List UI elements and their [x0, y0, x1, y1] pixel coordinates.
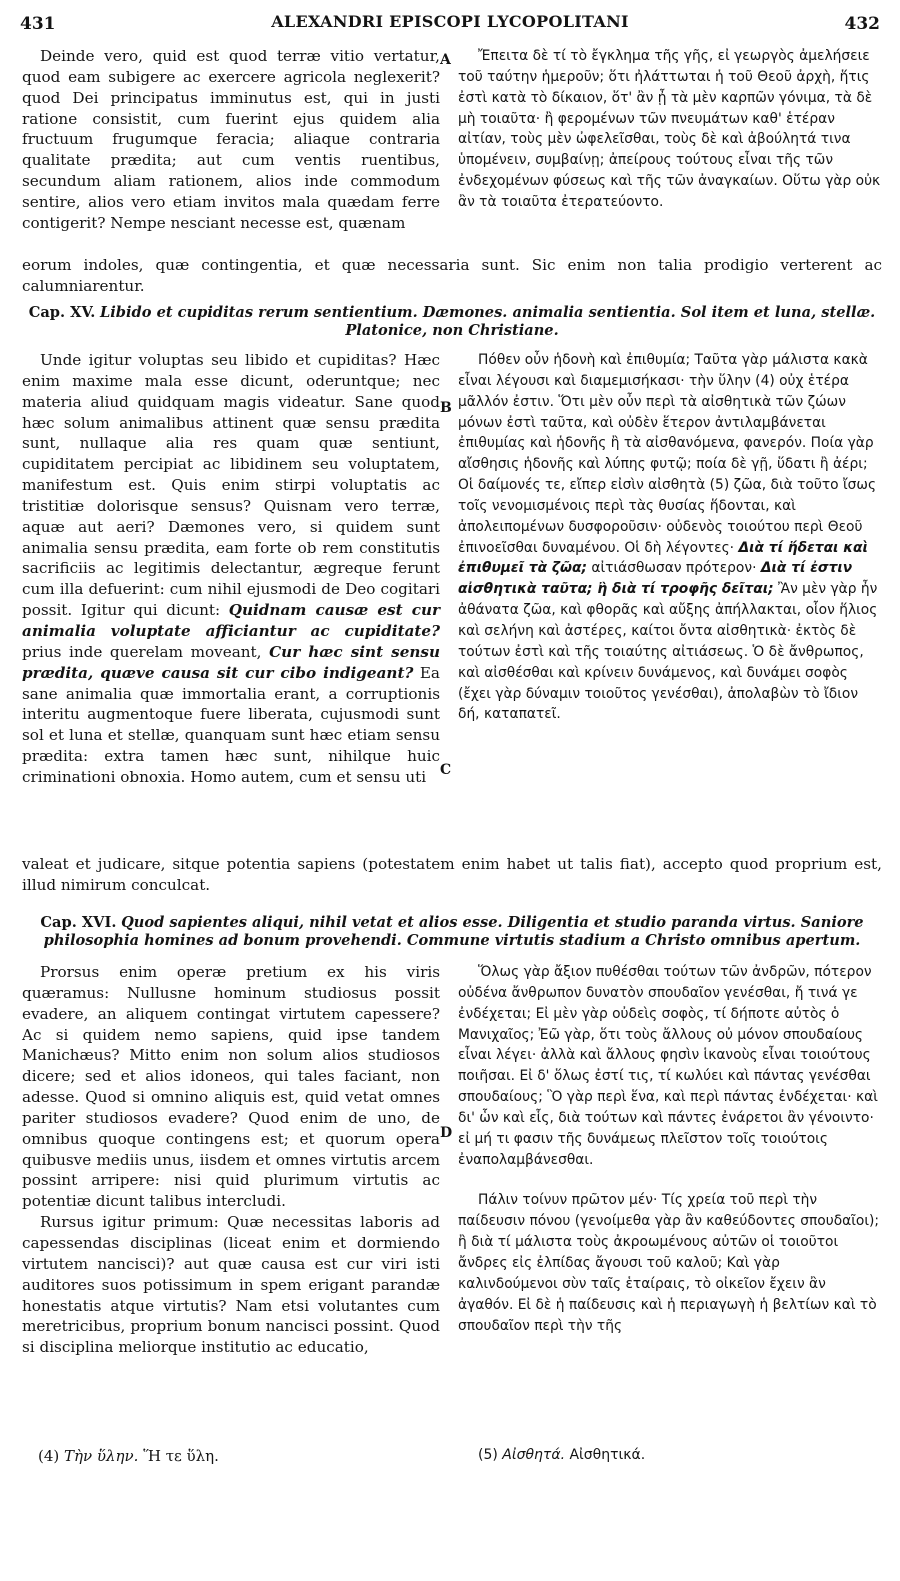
latin-paragraph: Prorsus enim operæ pretium ex his viris quæramus: Nullusne hominum studiosus possit evadere, an aliquem contingat virtutem capessere? Ac si quidem nemo sapiens, quid ipse tandem Manichæus? Mitto enim non solum alios studiosos dicere; sed et alios idoneos, qui tales faciant, non adesse. Quod si omnino aliquis est, quid vetat omnes pariter studiosos evadere? Quod enim de uno, de omnibus quoque contingens est; et quorum opera quibusve mediis unus, iisdem et omnes virtutis arcem possint arripere: nisi quid plurimum virtutis ac potentiæ dicunt talibus intercludi. [22, 963, 440, 1211]
latin-question: Quidnam causæ est cur animalia voluptate afficiantur ac cupiditate? [22, 601, 440, 640]
footnote-lemma: Αἰσθητά. [502, 1447, 566, 1463]
margin-letter-a: A [440, 52, 451, 68]
greek-column-section-2 [458, 350, 882, 725]
footnote-text: Αἰσθητικά. [569, 1447, 646, 1463]
greek-text: αἰτιάσθωσαν πρότερον· [591, 560, 757, 577]
latin-paragraph: Deinde vero, quid est quod terræ vitio vertatur, quod eam subigere ac exercere agricola neglexerit? quod Dei principatus imminutus est, qui in justi ratione consistit, cum fuerint ejus quidem alia fructuum frugumque feracia; aliaque contraria qualitate prædita; aut cum ventis ruentibus, secundum aliam rationem, alios inde commodum sentire, alios vero etiam invitos mala quædam ferre contigerit? Nempe nesciant necesse est, quænam [22, 47, 440, 232]
chapter-xvi-heading [22, 914, 882, 950]
footnote-lemma: Τὴν ὕλην. [64, 1447, 139, 1465]
footnote-number: (5) [478, 1447, 498, 1463]
greek-paragraph [458, 350, 882, 725]
chapter-label: Cap. XVI. [40, 914, 117, 931]
running-header [20, 10, 880, 42]
latin-paragraph: Rursus igitur primum: Quæ necessitas laboris ad capessendas disciplinas (liceat enim et dormiendo virtutem nancisci)? aut quæ causa est cur viri isti auditores suos potissimum in spem erigant parandæ honestatis atque virtutis? Nam etsi volutantes cum meretricibus, proprium bonum nancisci possint. Quod si disciplina meliorque institutio ac educatio, [22, 1213, 440, 1357]
chapter-label: Cap. XV. [28, 304, 96, 321]
greek-question: Διὰ τί ἐστιν αἰσθητικὰ ταῦτα; ἢ διὰ τί τροφῆς δεῖται; [458, 560, 853, 598]
latin-column-section-1 [22, 46, 440, 234]
greek-text: Πόθεν οὖν ἡδονὴ καὶ ἐπιθυμία; Ταῦτα γὰρ μάλιστα κακὰ εἶναι λέγουσι καὶ διαμεμισήκασι· τὴν ὕλην (4) οὐχ ἑτέρα μᾶλλόν ἐστιν. Ὅτι μὲν οὖν περὶ τὰ αἰσθητικὰ τῶν ζώων μόνων ἐστὶ ταῦτα, καὶ οὐδὲν ἕτερον ἀντιλαμβάνεται ἐπιθυμίας καὶ ἡδονῆς ἢ τὰ αἰσθανόμενα, φανερόν. Ποία γὰρ αἴσθησις ἡδονῆς καὶ λύπης φυτῷ; ποία δὲ γῇ, ὕδατι ἢ ἀέρι; Οἱ δαίμονές τε, εἴπερ εἰσὶν αἰσθητὰ (5) ζῶα, διὰ τοῦτο ἴσως τοῖς νενομισμένοις περὶ τὰς θυσίας ἥδονται, καὶ ἀπολειπομένων δυσφοροῦσιν· οὐδενὸς τοιούτου περὶ Θεοῦ ἐπινοεῖσθαι δυναμένου. Οἱ δὴ λέγοντες· [458, 352, 877, 556]
greek-text: Ἂν μὲν γὰρ ἦν ἀθάνατα ζῶα, καὶ φθορᾶς καὶ αὔξης ἀπήλλακται, οἷον ἥλιος καὶ σελήνη καὶ ἀστέρες, καίτοι ὄντα αἰσθητικὰ· ἐκτὸς δὲ τούτων ἐστὶ καὶ τῆς τοιαύτης αἰτιάσεως. Ὁ δὲ ἄνθρωπος, καὶ αἰσθέσθαι καὶ κρίνειν δυνάμενος, καὶ δυνάμει σοφὸς (ἔχει γὰρ δύναμιν τοιοῦτος γενέσθαι), ἀπολαβὼν τὸ ἴδιον δή, καταπατεῖ. [458, 581, 878, 723]
greek-paragraph: Ἔπειτα δὲ τί τὸ ἔγκλημα τῆς γῆς, εἰ γεωργὸς ἀμελήσειε τοῦ ταύτην ἡμεροῦν; ὅτι ἠλάττωται ἡ τοῦ Θεοῦ ἀρχὴ, ἥτις ἐστὶ κατὰ τὸ δίκαιον, ὅτ' ἂν ᾖ τὰ μὲν καρπῶν γόνιμα, τὰ δὲ μὴ τοιαῦτα· ἢ φερομένων τῶν πνευμάτων καθ' ἑτέραν αἰτίαν, τοὺς μὲν ὠφελεῖσθαι, τοὺς δὲ καὶ ἀβούλητά τινα ὑπομένειν, συμβαίνῃ; ἀπείρους τούτους εἶναι τῆς τῶν ἐνδεχομένων φύσεως καὶ τῆς τῶν ἀναγκαίων. Οὕτω γὰρ οὐκ ἂν τὰ τοιαῦτα ἐτερατεύοντο. [458, 48, 881, 210]
chapter-title: Libido et cupiditas rerum sentientium. Dæmones. animalia sentientia. Sol item et luna, stellæ. Platonice, non Christiane. [100, 304, 876, 339]
latin-column-section-2 [22, 350, 440, 788]
margin-letter-c: C [440, 762, 452, 778]
chapter-xv-heading [22, 304, 882, 340]
full-width-line-1: eorum indoles, quæ contingentia, et quæ necessaria sunt. Sic enim non talia prodigio verterent ac calumniarentur. [22, 256, 882, 295]
latin-column-section-3 [22, 962, 440, 1358]
margin-letter-d: D [440, 1125, 453, 1141]
greek-column-section-1 [458, 46, 882, 213]
footnote-4 [38, 1447, 219, 1465]
margin-letter-b: B [440, 400, 452, 416]
page-number-left: 431 [20, 14, 56, 34]
footnote-text: Ἥ τε ὕλη. [143, 1447, 219, 1465]
latin-question: Cur hæc sint sensu prædita, quæve causa sit cur cibo indigeant? [22, 642, 440, 682]
running-title: ALEXANDRI EPISCOPI LYCOPOLITANI [271, 12, 629, 31]
chapter-title: Quod sapientes aliqui, nihil vetat et alios esse. Diligentia et studio paranda virtus. Saniore philosophia homines ad bonum provehendi. Commune virtutis stadium a Christo omnibus apertum. [43, 914, 864, 949]
latin-text: Unde igitur voluptas seu libido et cupiditas? Hæc enim maxime mala esse dicunt, oderuntque; nec materia aliud quidquam magis videatur. Sane quod hæc solum animalibus attinent quæ sensu prædita sunt, nullaque alia res quam quæ sentiunt, cupiditatem percipiat ac libidinem seu voluptatem, manifestum est. Quis enim stirpi voluptatis ac tristitiæ dolorisque sensus? Quisnam vero terræ, aquæ aut aeri? Dæmones vero, si quidem sunt animalia sensu prædita, eam forte ob rem constitutis sacrificiis ac legitimis delectantur, ægreque ferunt cum illa defuerint: cum nihil ejusmodi de Deo cogitari possit. Igitur qui dicunt: [22, 351, 440, 620]
greek-question: Διὰ τί ἥδεται καὶ ἐπιθυμεῖ τὰ ζῶα; [458, 539, 868, 577]
greek-column-section-3 [458, 962, 882, 1336]
full-width-line-2: valeat et judicare, sitque potentia sapiens (potestatem enim habet ut talis fiat), accepto quod proprium est, illud nimirum conculcat. [22, 855, 882, 894]
latin-paragraph [22, 350, 440, 788]
latin-text: prius inde querelam moveant, [22, 642, 262, 661]
footnote-number: (4) [38, 1447, 60, 1465]
latin-text: Ea sane animalia quæ immortalia erant, a corruptionis interitu augmentoque fuere liberata, cujusmodi sunt sol et luna et stellæ, quanquam sunt hæc etiam sensu prædita: extra tamen hæc sunt, nihilque huic criminationi obnoxia. Homo autem, cum et sensu uti [22, 663, 440, 786]
page-number-right: 432 [844, 14, 880, 34]
footnote-5 [478, 1447, 645, 1463]
greek-paragraph: Ὅλως γὰρ ἄξιον πυθέσθαι τούτων τῶν ἀνδρῶν, πότερον οὐδένα ἄνθρωπον δυνατὸν σπουδαῖον γενέσθαι, ἤ τινά γε ἐνδέχεται; Εἰ μὲν γὰρ οὐδεὶς σοφὸς, τί δήποτε αὐτὸς ὁ Μανιχαῖος; Ἐῶ γὰρ, ὅτι τοὺς ἄλλους οὐ μόνον σπουδαίους εἶναι λέγει· ἀλλὰ καὶ ἄλλους φησὶν ἱκανοὺς εἶναι τοιούτους ποιῆσαι. Εἰ δ' ὅλως ἐστί τις, τί κωλύει καὶ πάντας γενέσθαι σπουδαίους; Ὃ γὰρ περὶ ἕνα, καὶ περὶ πάντας ἐνδέχεται· καὶ δι' ὧν καὶ εἷς, διὰ τούτων καὶ πάντες ἐνάρετοι ἂν γένοιντο· εἰ μή τι φασιν τῆς δυνάμεως πλεῖστον τοῖς τοιούτοις ἐναπολαμβάνεσθαι. [458, 964, 878, 1168]
greek-paragraph: Πάλιν τοίνυν πρῶτον μέν· Τίς χρεία τοῦ περὶ τὴν παίδευσιν πόνου (γενοίμεθα γὰρ ἂν καθεύδοντες σπουδαῖοι); ἢ διὰ τί μάλιστα τοὺς ἀκροωμένους αὐτῶν οἱ τοιοῦτοι ἄνδρες εἰς ἐλπίδας ἄγουσι τοῦ καλοῦ; Καὶ γὰρ καλινδούμενοι σὺν ταῖς ἑταίραις, τὸ οἰκεῖον ἔχειν ἂν ἀγαθόν. Εἰ δὲ ἡ παίδευσις καὶ ἡ περιαγωγὴ ἡ βελτίων καὶ τὸ σπουδαῖον περὶ τὴν τῆς [458, 1192, 880, 1334]
